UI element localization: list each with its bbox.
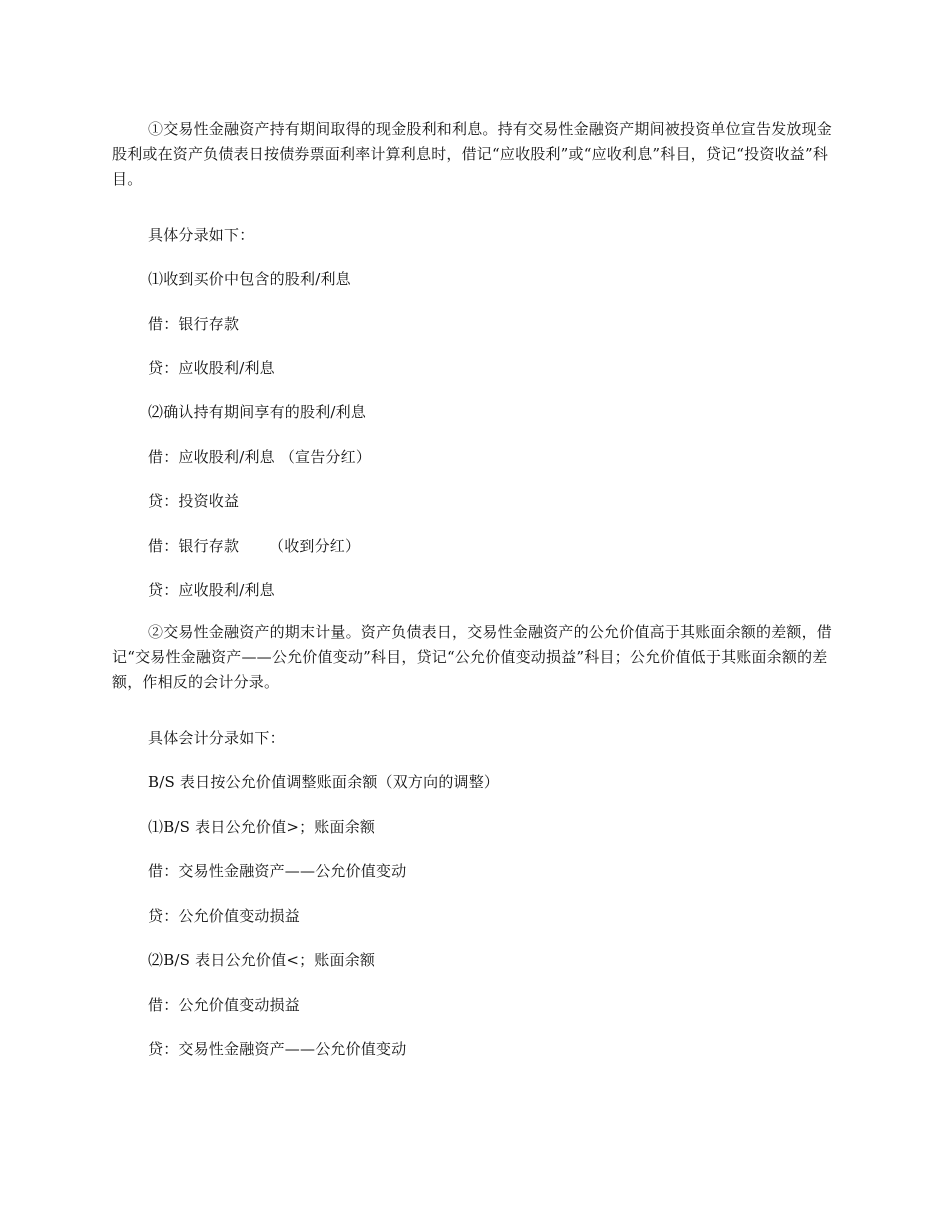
entries-heading: 具体分录如下： <box>148 226 255 244</box>
entry-title-2: ⑵确认持有期间享有的股利/利息 <box>148 403 367 421</box>
entry-credit: 贷：投资收益 <box>148 492 240 510</box>
entry-debit: 借：交易性金融资产——公允价值变动 <box>148 862 407 880</box>
entry-credit: 贷：应收股利/利息 <box>148 359 275 377</box>
entry-title-1: ⑴B/S 表日公允价值>；账面余额 <box>148 818 376 836</box>
entry-credit: 贷：交易性金融资产——公允价值变动 <box>148 1040 407 1058</box>
entry-credit: 贷：公允价值变动损益 <box>148 907 301 925</box>
adjustment-note: B/S 表日按公允价值调整账面余额（双方向的调整） <box>148 773 500 791</box>
paragraph-dividends-interest: ①交易性金融资产持有期间取得的现金股利和利息。持有交易性金融资产期间被投资单位宣告发放现金股利或在资产负债表日按债券票面利率计算利息时，借记“应收股利”或“应收利息”科目，贷记“投资收益”科目。 <box>112 120 833 188</box>
entry-title-1: ⑴收到买价中包含的股利/利息 <box>148 270 351 288</box>
entry-debit: 借：公允价值变动损益 <box>148 996 301 1014</box>
entry-title-2: ⑵B/S 表日公允价值<；账面余额 <box>148 951 376 969</box>
entry-debit: 借：银行存款 <box>148 315 240 333</box>
entry-debit: 借：应收股利/利息 （宣告分红） <box>148 448 372 466</box>
entries-heading: 具体会计分录如下： <box>148 729 285 747</box>
paragraph-period-end-measurement: ②交易性金融资产的期末计量。资产负债表日，交易性金融资产的公允价值高于其账面余额的差额，借记“交易性金融资产——公允价值变动”科目，贷记“公允价值变动损益”科目；公允价值低于其账面余额的差额，作相反的会计分录。 <box>112 623 833 691</box>
entry-debit: 借：银行存款 （收到分红） <box>148 537 361 555</box>
entry-credit: 贷：应收股利/利息 <box>148 581 275 599</box>
